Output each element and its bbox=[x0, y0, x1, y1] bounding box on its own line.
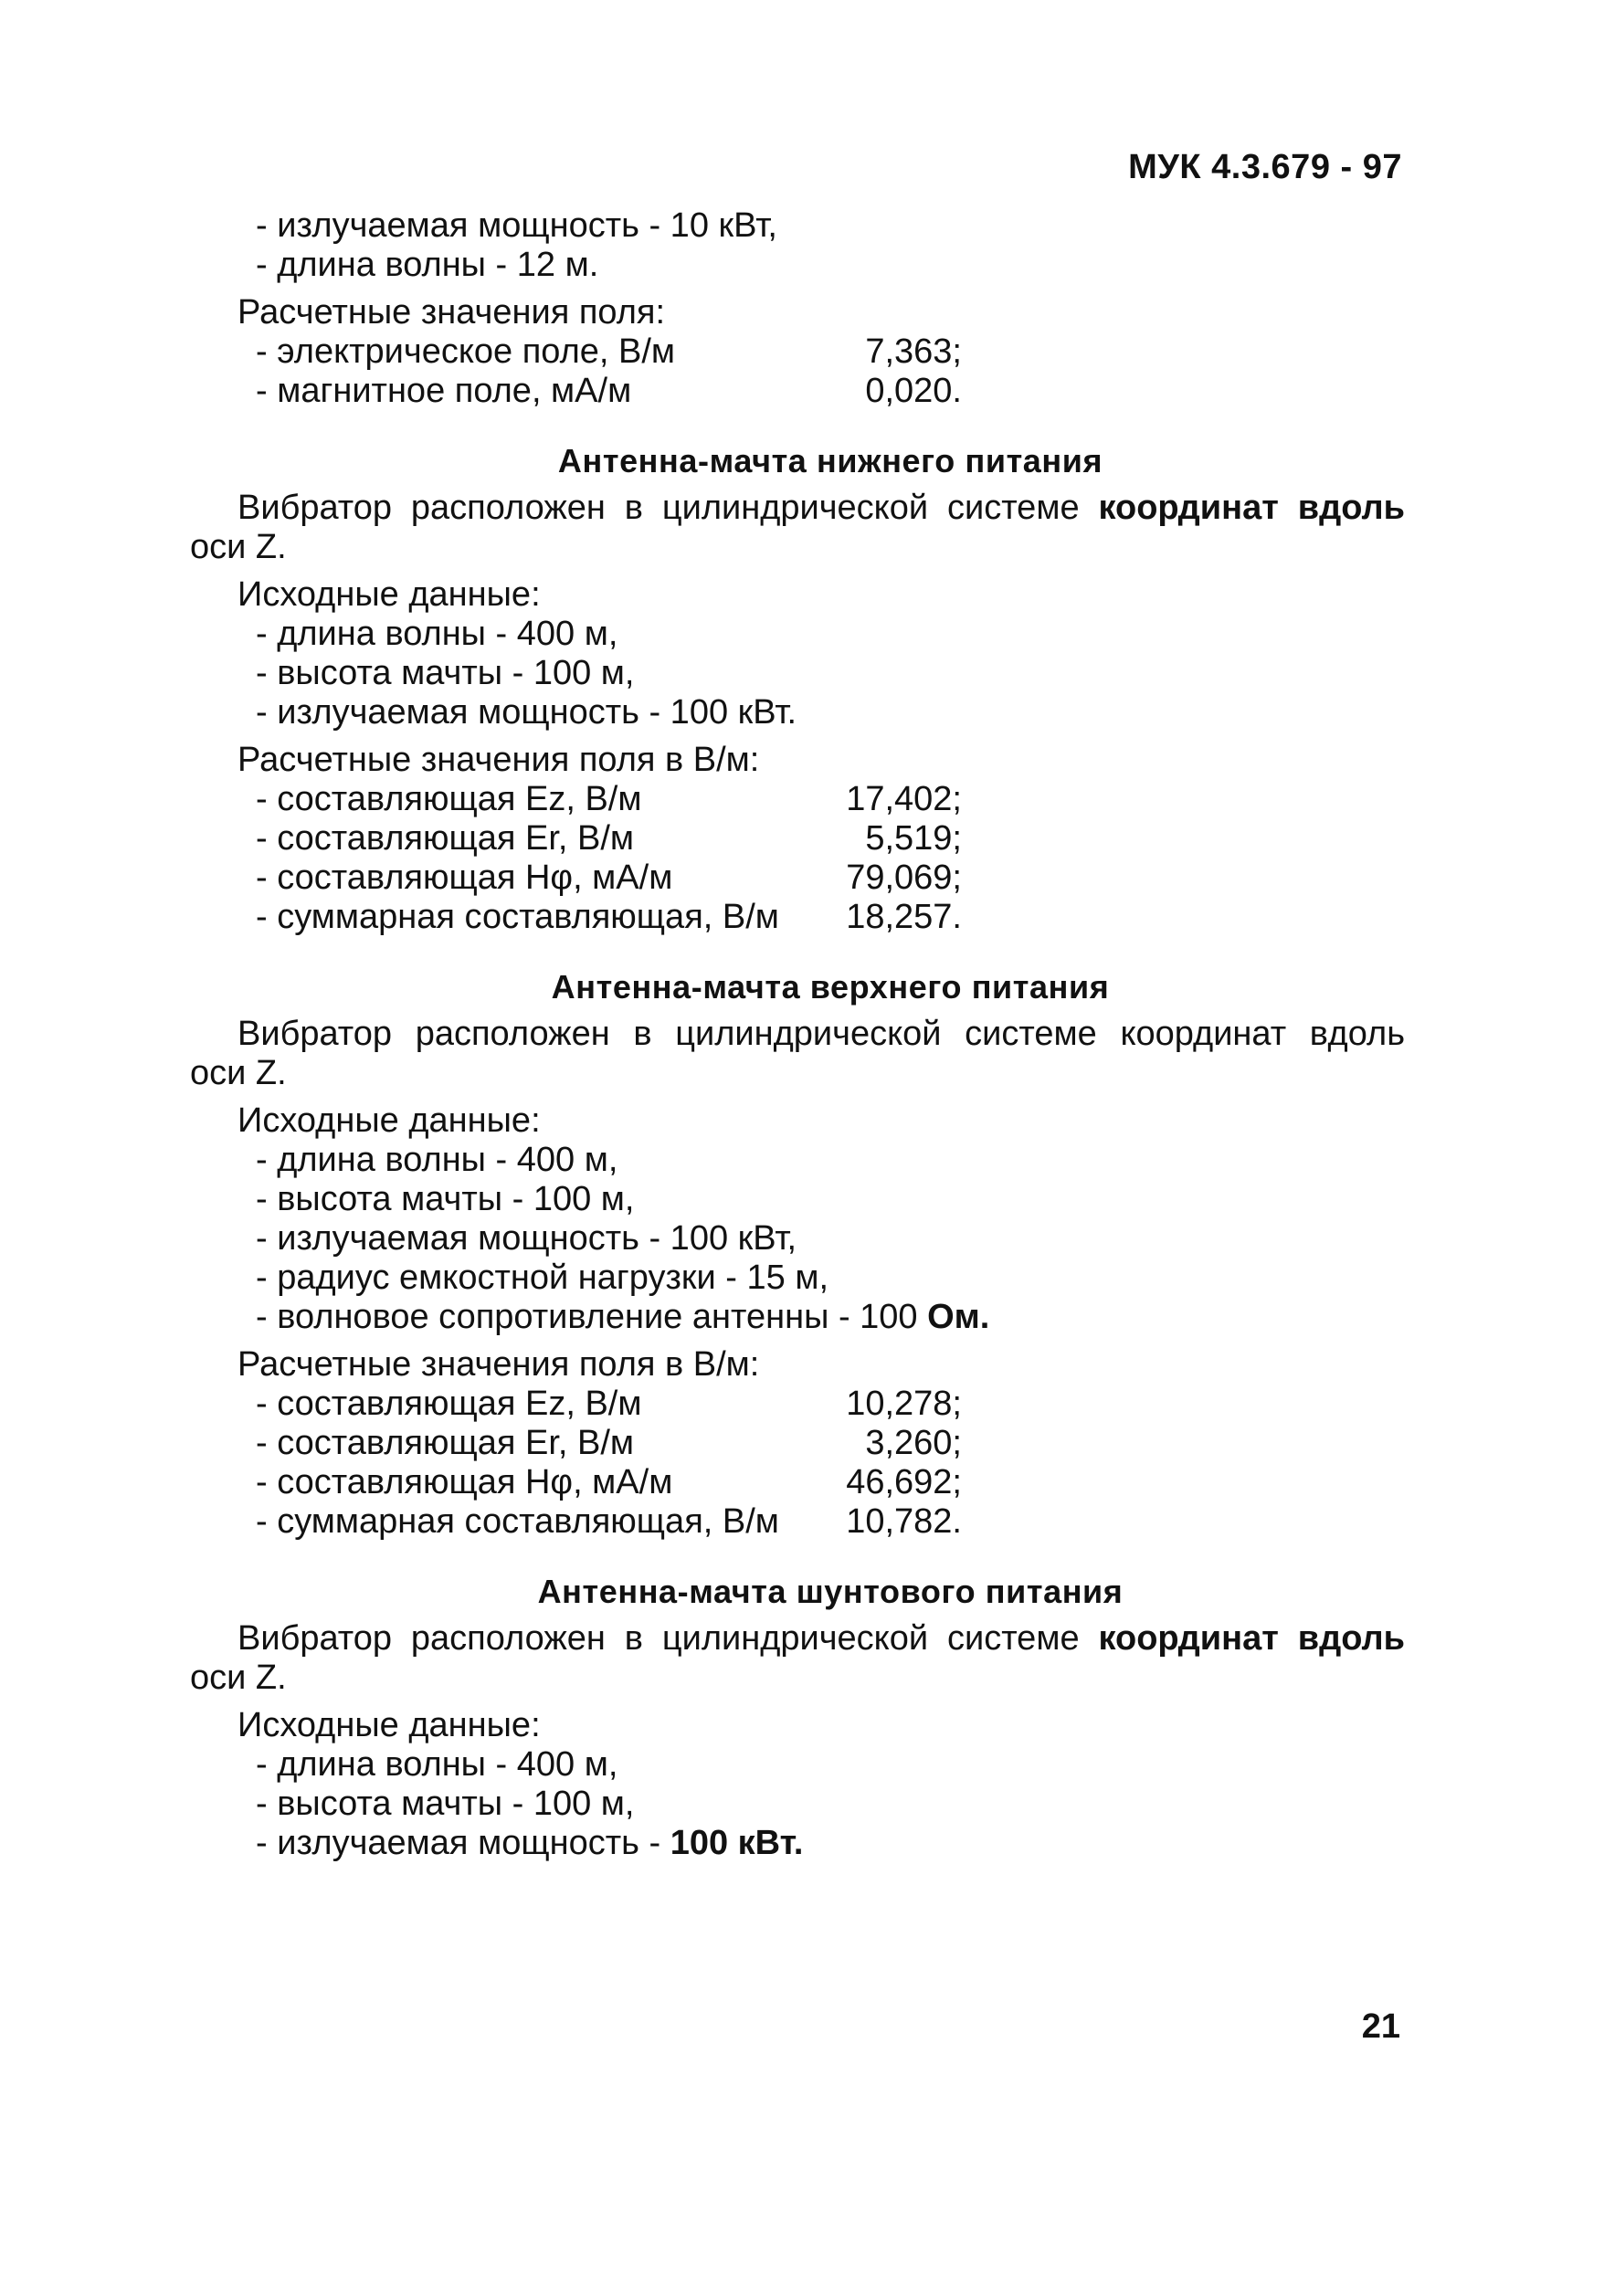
list-item-text: - волновое сопротивление антенны - 100 bbox=[256, 1298, 928, 1336]
calc-label: - составляющая Ez, В/м bbox=[256, 1385, 642, 1423]
list-item: - высота мачты - 100 м, bbox=[256, 654, 635, 692]
para-bold-text: координат вдоль bbox=[1098, 1619, 1405, 1658]
calc-row bbox=[190, 858, 1405, 898]
input-title: Исходные данные: bbox=[237, 575, 541, 614]
list-item: - длина волны - 400 м, bbox=[256, 1745, 618, 1784]
calc-row bbox=[190, 332, 1405, 372]
calc-row bbox=[190, 1385, 1405, 1424]
list-item bbox=[190, 1298, 1405, 1337]
calc-value: 7,363; bbox=[865, 332, 962, 371]
paragraph-line bbox=[190, 1619, 1405, 1659]
calc-label: - составляющая Er, В/м bbox=[256, 1424, 635, 1462]
calc-value: 10,782. bbox=[846, 1502, 962, 1541]
paragraph-line bbox=[190, 489, 1405, 528]
paragraph-end: оси Z. bbox=[190, 528, 287, 566]
calc-label: - суммарная составляющая, В/м bbox=[256, 1502, 779, 1541]
list-item-bold-text: 100 кВт. bbox=[670, 1824, 804, 1862]
calc-label: - электрическое поле, В/м bbox=[256, 332, 676, 371]
page-number: 21 bbox=[1361, 2007, 1400, 2046]
list-item: - длина волны - 400 м, bbox=[256, 615, 618, 653]
list-item: - длина волны - 400 м, bbox=[256, 1141, 618, 1179]
paragraph-end: оси Z. bbox=[190, 1054, 287, 1092]
calc-value: 17,402; bbox=[846, 780, 962, 818]
calc-value: 3,260; bbox=[865, 1424, 962, 1462]
calc-value: 0,020. bbox=[865, 372, 962, 410]
list-item: - излучаемая мощность - 100 кВт. bbox=[256, 693, 797, 732]
calc-value: 10,278; bbox=[846, 1385, 962, 1423]
calc-title: Расчетные значения поля: bbox=[237, 293, 666, 332]
calc-row bbox=[190, 1502, 1405, 1542]
calc-title: Расчетные значения поля в В/м: bbox=[237, 1345, 760, 1384]
section-heading-lower-feed: Антенна-мачта нижнего питания bbox=[557, 442, 1103, 479]
input-title: Исходные данные: bbox=[237, 1101, 541, 1140]
paragraph-end: оси Z. bbox=[190, 1659, 287, 1697]
calc-value: 18,257. bbox=[846, 898, 962, 936]
list-item: - радиус емкостной нагрузки - 15 м, bbox=[256, 1259, 828, 1297]
para-bold-text: координат вдоль bbox=[1098, 489, 1405, 527]
calc-label: - суммарная составляющая, В/м bbox=[256, 898, 779, 936]
calc-value: 46,692; bbox=[846, 1463, 962, 1501]
calc-row bbox=[190, 898, 1405, 937]
calc-label: - составляющая Hφ, мА/м bbox=[256, 858, 673, 897]
calc-label: - составляющая Hφ, мА/м bbox=[256, 1463, 673, 1501]
para-text: Вибратор расположен в цилиндрической системе bbox=[237, 489, 1099, 527]
calc-row bbox=[190, 819, 1405, 858]
calc-row bbox=[190, 780, 1405, 819]
calc-row bbox=[190, 1463, 1405, 1502]
paragraph-line: Вибратор расположен в цилиндрической системе координат вдоль bbox=[237, 1015, 1405, 1053]
calc-value: 5,519; bbox=[865, 819, 962, 858]
para-text: Вибратор расположен в цилиндрической системе bbox=[237, 1619, 1099, 1658]
document-code: МУК 4.3.679 - 97 bbox=[1128, 148, 1402, 186]
calc-label: - составляющая Ez, В/м bbox=[256, 780, 642, 818]
calc-value: 79,069; bbox=[846, 858, 962, 897]
input-title: Исходные данные: bbox=[237, 1706, 541, 1744]
list-item: - излучаемая мощность - 100 кВт, bbox=[256, 1219, 797, 1258]
list-item: - высота мачты - 100 м, bbox=[256, 1785, 635, 1823]
list-item: - излучаемая мощность - 10 кВт, bbox=[256, 206, 777, 245]
calc-row bbox=[190, 1424, 1405, 1463]
calc-label: - магнитное поле, мА/м bbox=[256, 372, 632, 410]
list-item bbox=[190, 1824, 1405, 1863]
section-heading-upper-feed: Антенна-мачта верхнего питания bbox=[551, 968, 1110, 1006]
calc-title: Расчетные значения поля в В/м: bbox=[237, 741, 760, 779]
list-item: - высота мачты - 100 м, bbox=[256, 1180, 635, 1218]
page-content bbox=[190, 206, 1405, 1863]
section-heading-shunt-feed: Антенна-мачта шунтового питания bbox=[537, 1573, 1124, 1610]
list-item: - длина волны - 12 м. bbox=[256, 246, 599, 284]
calc-row bbox=[190, 372, 1405, 411]
list-item-bold-text: Ом. bbox=[927, 1298, 990, 1336]
calc-label: - составляющая Er, В/м bbox=[256, 819, 635, 858]
list-item-text: - излучаемая мощность - bbox=[256, 1824, 670, 1862]
